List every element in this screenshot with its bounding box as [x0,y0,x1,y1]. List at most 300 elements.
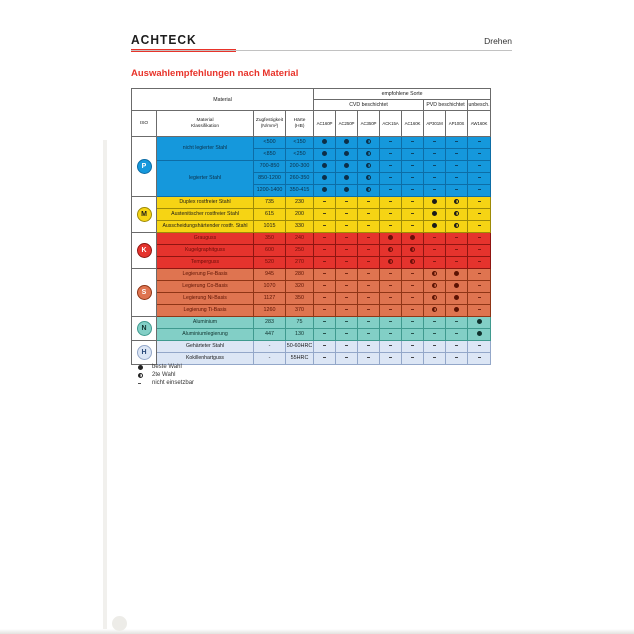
grade-mark-cell [446,221,468,233]
tensile-strength-cell: 1015 [254,221,286,233]
material-label-cell: Austenitischer rostfreier Stahl [157,209,254,221]
column-header-label: Zugfestigkeit [255,117,284,123]
not-usable-mark [478,273,481,274]
hardness-cell: 200-300 [286,161,314,173]
grade-mark-cell [336,353,358,365]
grade-mark-cell [446,197,468,209]
best-choice-mark [138,365,143,370]
grade-mark-cell [402,209,424,221]
column-header-label: Material [196,117,214,123]
not-usable-mark [389,345,392,346]
material-label-cell: Aluminiumlegierung [157,329,254,341]
not-usable-mark [367,285,370,286]
grade-mark-cell [336,233,358,245]
not-usable-mark [433,165,436,166]
material-label-cell: Grauguss [157,233,254,245]
not-usable-mark [478,189,481,190]
not-usable-mark [323,321,326,322]
not-usable-mark [411,321,414,322]
grade-mark-cell [468,137,491,149]
not-usable-mark [433,261,436,262]
not-usable-mark [323,345,326,346]
second-choice-mark [454,199,459,204]
second-choice-mark [366,139,371,144]
grade-mark-cell [380,305,402,317]
not-usable-mark [323,249,326,250]
not-usable-mark [345,309,348,310]
not-usable-mark [433,321,436,322]
hardness-cell: 240 [286,233,314,245]
iso-group-badge: S [137,285,152,300]
grade-mark-cell [424,305,446,317]
second-choice-mark [454,211,459,216]
grade-mark-cell [380,185,402,197]
iso-group-badge: N [137,321,152,336]
not-usable-mark [433,333,436,334]
not-usable-mark [411,273,414,274]
grade-mark-cell [314,161,336,173]
column-header [286,111,314,137]
grade-mark-cell [424,185,446,197]
hardness-cell: 55HRC [286,353,314,365]
grade-mark-cell [402,161,424,173]
material-label-cell: Aluminium [157,317,254,329]
grade-mark-cell [380,329,402,341]
grade-mark-cell [446,317,468,329]
grade-mark-cell [402,293,424,305]
not-usable-mark [455,249,458,250]
grade-mark-cell [424,245,446,257]
not-usable-mark [367,333,370,334]
grade-mark-cell [468,269,491,281]
hardness-cell: <250 [286,149,314,161]
page-decoration-circle [112,616,127,631]
not-usable-mark [455,189,458,190]
grade-mark-cell [358,233,380,245]
grade-mark-cell [336,305,358,317]
page-title: Auswahlempfehlungen nach Material [131,68,299,79]
grade-mark-cell [358,185,380,197]
grade-mark-cell [446,329,468,341]
tensile-strength-cell: 1127 [254,293,286,305]
not-usable-mark [411,141,414,142]
grade-mark-cell [336,293,358,305]
grade-header: AW160K [468,111,491,137]
hardness-cell: 320 [286,281,314,293]
not-usable-mark [389,153,392,154]
best-choice-mark [344,187,349,192]
table-wrapper [131,88,491,365]
best-choice-mark [454,283,459,288]
grade-mark-cell [336,137,358,149]
not-usable-mark [389,333,392,334]
grade-mark-cell [446,137,468,149]
grade-mark-cell [380,233,402,245]
hardness-cell: <150 [286,137,314,149]
not-usable-mark [389,141,392,142]
best-choice-mark [322,175,327,180]
grade-mark-cell [402,257,424,269]
grade-mark-cell [336,341,358,353]
not-usable-mark [433,141,436,142]
tensile-strength-cell: 447 [254,329,286,341]
grade-mark-cell [314,245,336,257]
not-usable-mark [367,261,370,262]
not-usable-mark [389,225,392,226]
not-usable-mark [411,189,414,190]
grade-mark-cell [314,149,336,161]
hardness-cell: 130 [286,329,314,341]
table-row [132,293,491,305]
grade-mark-cell [358,257,380,269]
legend-label: beste Wahl [152,364,182,370]
second-choice-mark [388,259,393,264]
tensile-strength-cell: 1070 [254,281,286,293]
not-usable-mark [367,213,370,214]
grade-mark-cell [446,293,468,305]
not-usable-mark [323,273,326,274]
grade-mark-cell [314,197,336,209]
not-usable-mark [478,249,481,250]
grade-mark-cell [358,197,380,209]
hardness-cell: 350-415 [286,185,314,197]
grade-mark-cell [380,293,402,305]
grade-mark-cell [468,173,491,185]
legend-symbol [138,373,152,378]
material-label-cell: Temperguss [157,257,254,269]
not-usable-mark [411,201,414,202]
grade-mark-cell [468,341,491,353]
grade-mark-cell [380,245,402,257]
not-usable-mark [455,357,458,358]
second-choice-mark [366,163,371,168]
not-usable-mark [455,261,458,262]
grade-mark-cell [336,329,358,341]
not-usable-mark [389,273,392,274]
second-choice-mark [432,307,437,312]
table-row [132,245,491,257]
grade-mark-cell [402,185,424,197]
grade-mark-cell [424,233,446,245]
legend-symbol [138,383,152,384]
grade-mark-cell [358,341,380,353]
grade-mark-cell [468,329,491,341]
grade-mark-cell [314,329,336,341]
grade-mark-cell [468,161,491,173]
scan-edge-artifact [103,140,107,634]
table-row [132,317,491,329]
not-usable-mark [367,345,370,346]
not-usable-mark [345,273,348,274]
not-usable-mark [367,309,370,310]
grade-mark-cell [468,185,491,197]
grade-mark-cell [380,149,402,161]
grade-mark-cell [314,137,336,149]
grade-mark-cell [402,233,424,245]
not-usable-mark [478,357,481,358]
legend [138,363,194,387]
grade-mark-cell [402,341,424,353]
table-row [132,161,491,173]
best-choice-mark [477,331,482,336]
not-usable-mark [367,201,370,202]
tensile-strength-cell: 350 [254,233,286,245]
grade-mark-cell [358,149,380,161]
not-usable-mark [345,261,348,262]
grade-mark-cell [358,269,380,281]
tensile-strength-cell: - [254,341,286,353]
grade-mark-cell [446,173,468,185]
table-row [132,221,491,233]
grade-mark-cell [358,209,380,221]
hardness-cell: 50-60HRC [286,341,314,353]
grade-mark-cell [468,209,491,221]
material-label-cell: nicht legierter Stahl [157,137,254,161]
not-usable-mark [411,153,414,154]
grade-mark-cell [336,317,358,329]
grade-mark-cell [446,209,468,221]
grade-mark-cell [314,269,336,281]
grade-mark-cell [380,317,402,329]
not-usable-mark [478,177,481,178]
grade-mark-cell [424,293,446,305]
column-header-label: ISO [139,120,149,126]
grade-mark-cell [446,233,468,245]
grade-mark-cell [424,197,446,209]
iso-cell [132,197,157,233]
grade-mark-cell [336,281,358,293]
not-usable-mark [433,177,436,178]
not-usable-mark [411,345,414,346]
hardness-cell: 280 [286,269,314,281]
grade-mark-cell [446,281,468,293]
best-choice-mark [322,187,327,192]
hardness-cell: 200 [286,209,314,221]
grade-mark-cell [314,305,336,317]
iso-cell [132,233,157,269]
material-label-cell: Gehärteter Stahl [157,341,254,353]
not-usable-mark [411,297,414,298]
grade-mark-cell [402,197,424,209]
grade-mark-cell [468,281,491,293]
best-choice-mark [454,271,459,276]
not-usable-mark [411,333,414,334]
not-usable-mark [323,309,326,310]
best-choice-mark [344,163,349,168]
grade-mark-cell [402,329,424,341]
grade-mark-cell [358,221,380,233]
coating-group-header: CVD beschichtet [314,100,424,111]
not-usable-mark [455,177,458,178]
iso-cell [132,341,157,365]
not-usable-mark [389,285,392,286]
not-usable-mark [389,321,392,322]
grade-mark-cell [380,257,402,269]
not-usable-mark [478,285,481,286]
iso-cell [132,137,157,197]
second-choice-mark [432,295,437,300]
grade-mark-cell [446,245,468,257]
grade-mark-cell [446,269,468,281]
grade-mark-cell [314,257,336,269]
tensile-strength-cell: 945 [254,269,286,281]
material-label-cell: Kokillenhartguss [157,353,254,365]
not-usable-mark [367,321,370,322]
hardness-cell: 260-350 [286,173,314,185]
not-usable-mark [455,237,458,238]
not-usable-mark [478,261,481,262]
grade-mark-cell [468,305,491,317]
not-usable-mark [323,261,326,262]
not-usable-mark [411,309,414,310]
best-choice-mark [477,319,482,324]
best-choice-mark [344,151,349,156]
not-usable-mark [478,309,481,310]
table-row [132,197,491,209]
coating-group-header: unbesch. [468,100,491,111]
best-choice-mark [344,139,349,144]
grade-header: AC160P [314,111,336,137]
not-usable-mark [367,249,370,250]
not-usable-mark [433,237,436,238]
grade-mark-cell [424,221,446,233]
grade-mark-cell [314,233,336,245]
not-usable-mark [367,273,370,274]
grade-mark-cell [380,341,402,353]
not-usable-mark [345,213,348,214]
not-usable-mark [367,237,370,238]
not-usable-mark [455,345,458,346]
not-usable-mark [478,141,481,142]
not-usable-mark [411,213,414,214]
grade-mark-cell [446,341,468,353]
grade-mark-cell [424,209,446,221]
grade-mark-cell [402,317,424,329]
not-usable-mark [345,285,348,286]
tensile-strength-cell: 283 [254,317,286,329]
second-choice-mark [432,283,437,288]
best-choice-mark [432,211,437,216]
column-header [254,111,286,137]
not-usable-mark [433,189,436,190]
legend-item [138,379,194,387]
not-usable-mark [478,153,481,154]
grade-mark-cell [314,209,336,221]
not-usable-mark [478,165,481,166]
grade-mark-cell [358,353,380,365]
not-usable-mark [345,321,348,322]
grade-mark-cell [336,269,358,281]
grade-mark-cell [314,221,336,233]
grade-mark-cell [314,341,336,353]
not-usable-mark [433,357,436,358]
iso-cell [132,269,157,317]
tensile-strength-cell: 600 [254,245,286,257]
not-usable-mark [323,333,326,334]
grade-mark-cell [446,149,468,161]
tensile-strength-cell: 1200-1400 [254,185,286,197]
table-body [132,137,491,365]
second-choice-mark [366,151,371,156]
not-usable-mark [478,201,481,202]
grade-header: AP301M [424,111,446,137]
grade-mark-cell [380,221,402,233]
table-row [132,233,491,245]
grade-mark-cell [446,257,468,269]
not-usable-mark [345,297,348,298]
hardness-cell: 370 [286,305,314,317]
not-usable-mark [455,321,458,322]
legend-item [138,371,194,379]
second-choice-mark [454,223,459,228]
legend-label: nicht einsetzbar [152,380,195,386]
grade-header: AC350P [358,111,380,137]
best-choice-mark [432,223,437,228]
grade-mark-cell [336,245,358,257]
grade-mark-cell [314,185,336,197]
grade-mark-cell [468,149,491,161]
tensile-strength-cell: <500 [254,137,286,149]
iso-cell [132,317,157,341]
not-usable-mark [323,225,326,226]
best-choice-mark [410,235,415,240]
material-label-cell: Duplex rostfreier Stahl [157,197,254,209]
not-usable-mark [345,249,348,250]
not-usable-mark [323,201,326,202]
not-usable-mark [389,213,392,214]
grade-mark-cell [314,353,336,365]
not-usable-mark [138,383,141,384]
iso-group-badge: K [137,243,152,258]
column-header [157,111,254,137]
table-row [132,341,491,353]
header-rule [131,50,512,51]
grade-mark-cell [468,245,491,257]
page-bottom-shadow [0,629,634,634]
recommended-grades-header: empfohlene Sorte [314,89,491,100]
best-choice-mark [432,199,437,204]
second-choice-mark [366,187,371,192]
not-usable-mark [411,177,414,178]
material-label-cell: Legierung Ti-Basis [157,305,254,317]
grade-mark-cell [402,149,424,161]
table-row [132,281,491,293]
tensile-strength-cell: 735 [254,197,286,209]
not-usable-mark [323,297,326,298]
iso-group-badge: H [137,345,152,360]
table-row [132,269,491,281]
grade-mark-cell [468,353,491,365]
grade-header: AC250P [336,111,358,137]
grade-mark-cell [336,221,358,233]
not-usable-mark [411,285,414,286]
grade-mark-cell [402,137,424,149]
table-row [132,209,491,221]
grade-mark-cell [380,269,402,281]
grade-mark-cell [380,137,402,149]
not-usable-mark [345,201,348,202]
not-usable-mark [367,357,370,358]
grade-mark-cell [336,257,358,269]
grade-mark-cell [424,137,446,149]
tensile-strength-cell: 615 [254,209,286,221]
material-label-cell: Kugelgraphitguss [157,245,254,257]
grade-mark-cell [424,329,446,341]
hardness-cell: 330 [286,221,314,233]
not-usable-mark [389,309,392,310]
tensile-strength-cell: <850 [254,149,286,161]
not-usable-mark [389,165,392,166]
